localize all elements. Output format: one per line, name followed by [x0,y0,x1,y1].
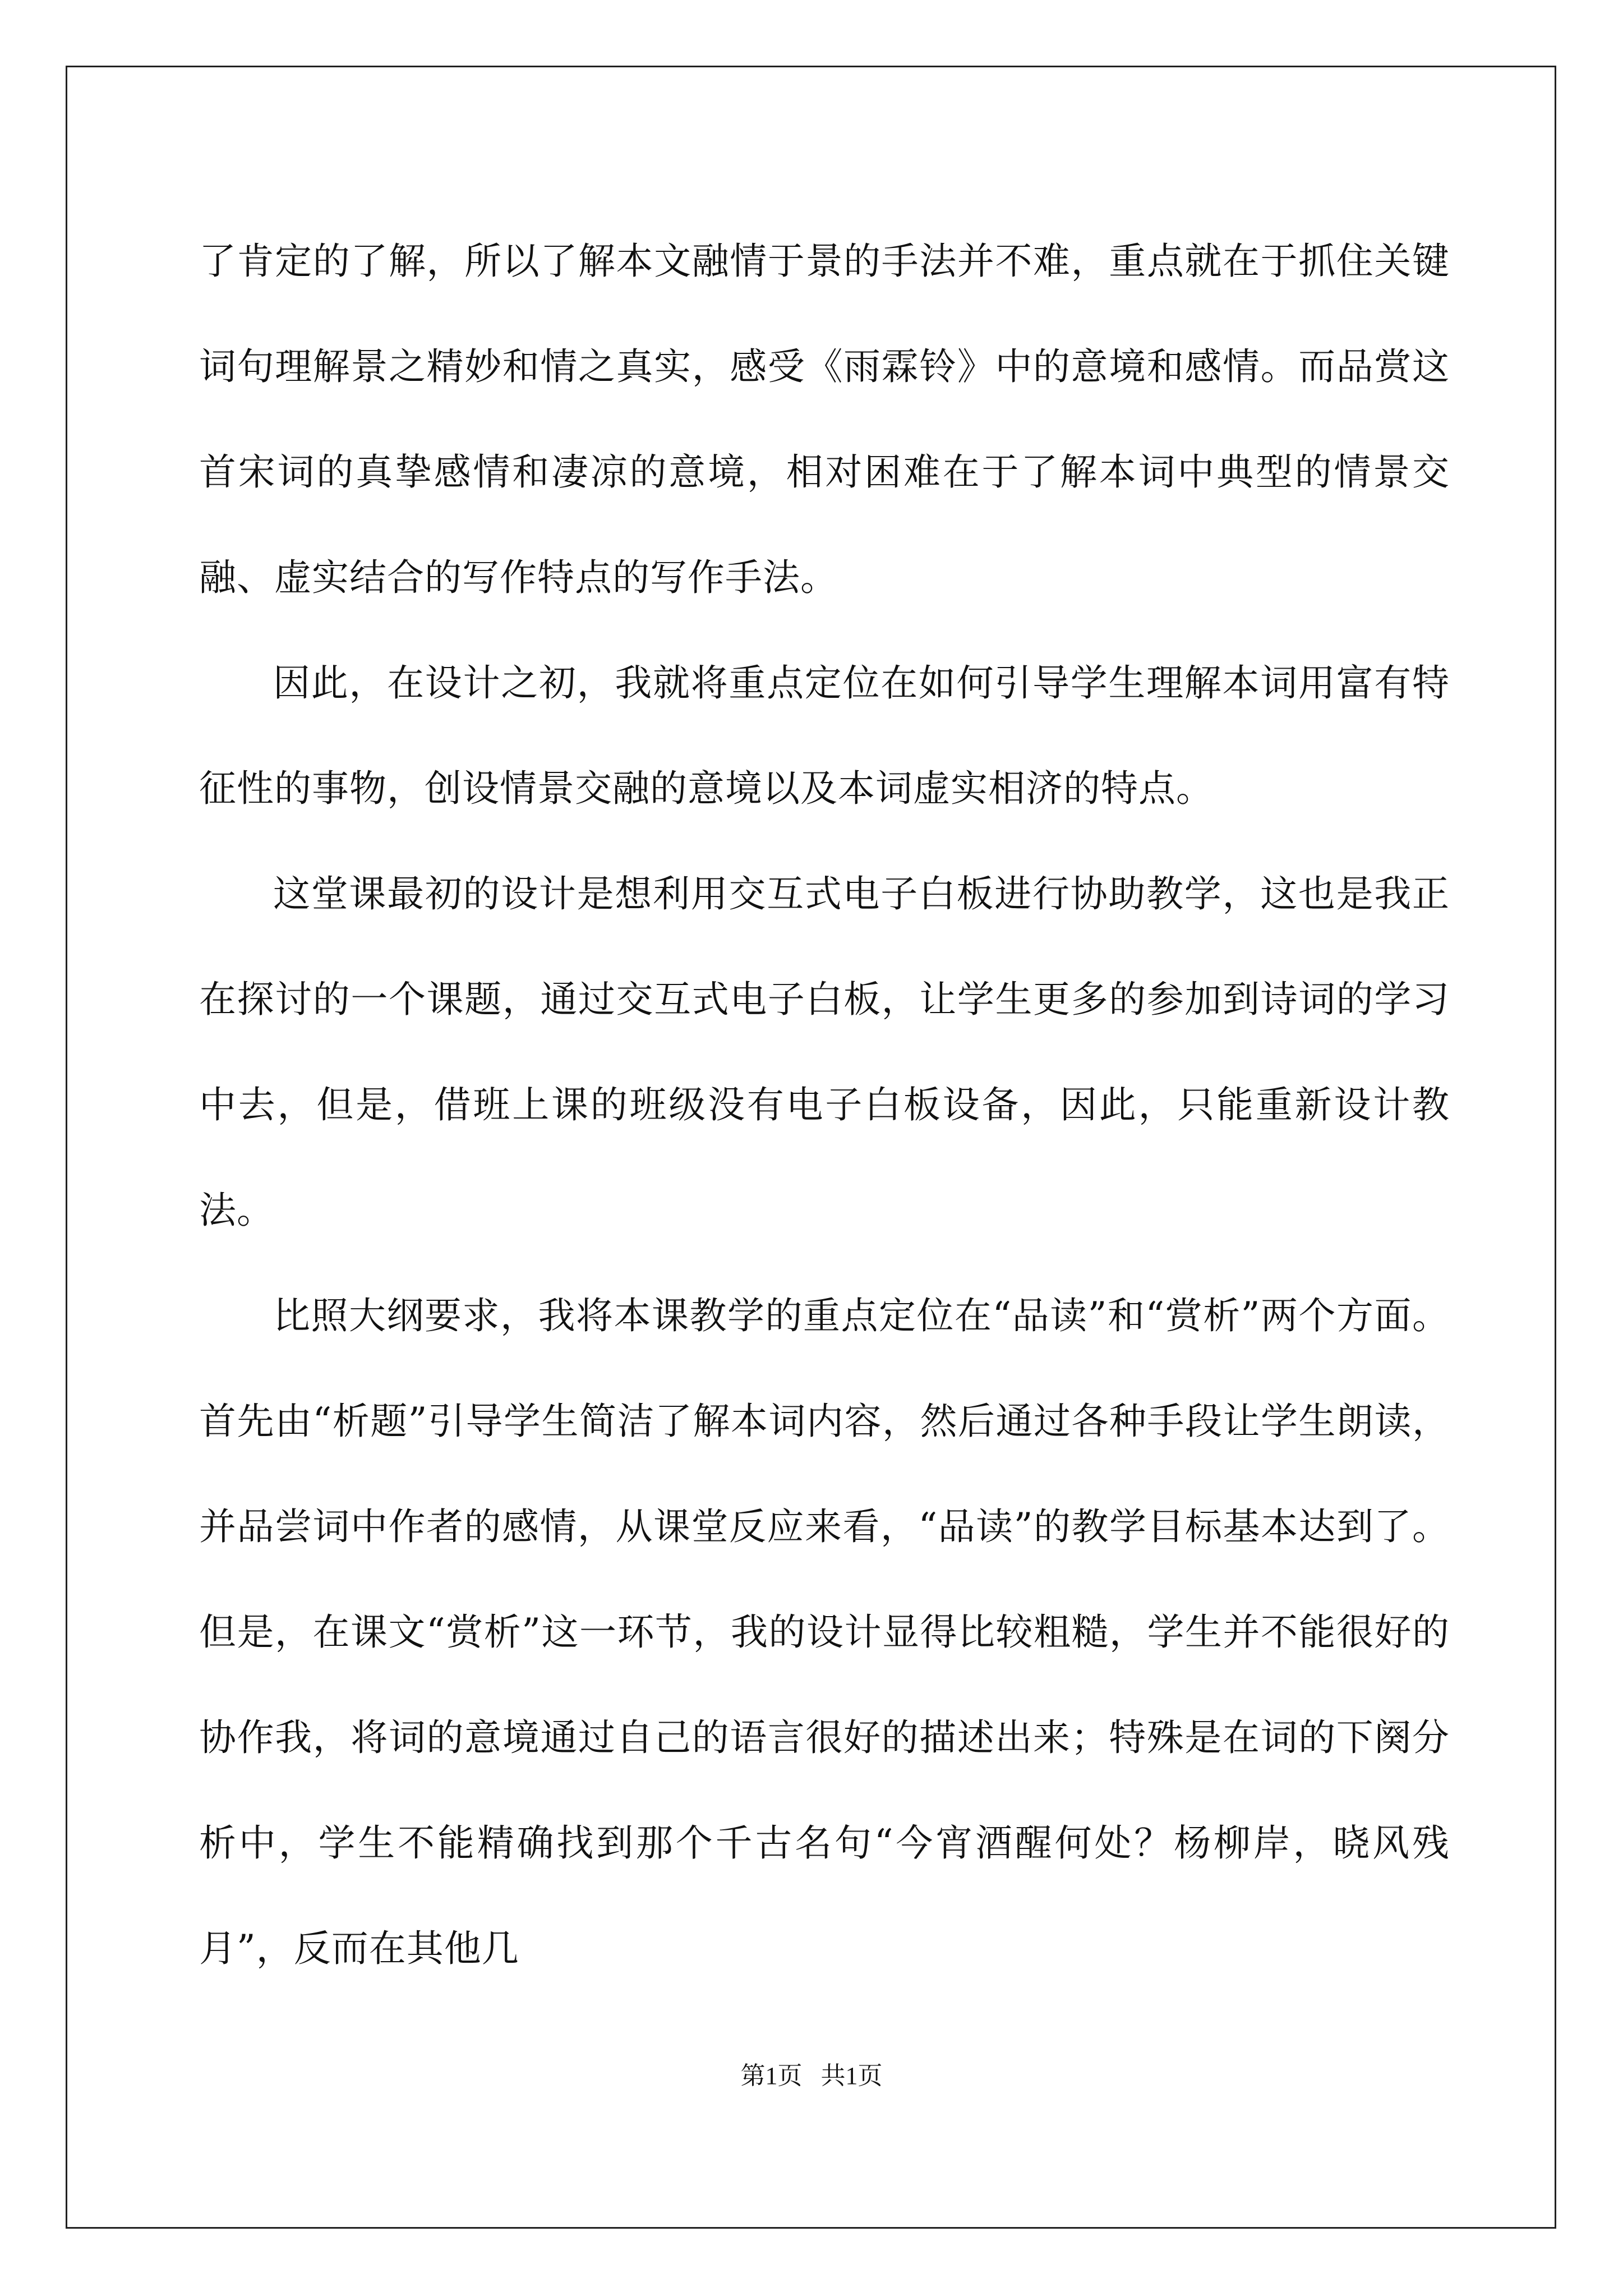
paragraph-1: 了肯定的了解，所以了解本文融情于景的手法并不难，重点就在于抓住关键词句理解景之精妙和情之真实，感受《雨霖铃》中的意境和感情。而品赏这首宋词的真挚感情和凄凉的意境，相对困难在于了解本词中典型的情景交融、虚实结合的写作特点的写作手法。 [199,240,1450,599]
document-body [199,209,1450,2001]
page-number-footer: 第1页 共1页 [740,2062,883,2090]
paragraph-4: 比照大纲要求，我将本课教学的重点定位在“品读”和“赏析”两个方面。首先由“析题”引导学生简洁了解本词内容，然后通过各种手段让学生朗读，并品尝词中作者的感情，从课堂反应来看，“品读”的教学目标基本达到了。但是，在课文“赏析”这一环节，我的设计显得比较粗糙，学生并不能很好的协作我，将词的意境通过自己的语言很好的描述出来；特殊是在词的下阕分析中，学生不能精确找到那个千古名句“今宵酒醒何处？杨柳岸，晓风残月”，反而在其他几 [199,1294,1450,1970]
paragraph-3: 这堂课最初的设计是想利用交互式电子白板进行协助教学，这也是我正在探讨的一个课题，通过交互式电子白板，让学生更多的参加到诗词的学习中去，但是，借班上课的班级没有电子白板设备，因此，只能重新设计教法。 [199,872,1450,1232]
paragraph-2: 因此，在设计之初，我就将重点定位在如何引导学生理解本词用富有特征性的事物，创设情景交融的意境以及本词虚实相济的特点。 [199,661,1450,810]
